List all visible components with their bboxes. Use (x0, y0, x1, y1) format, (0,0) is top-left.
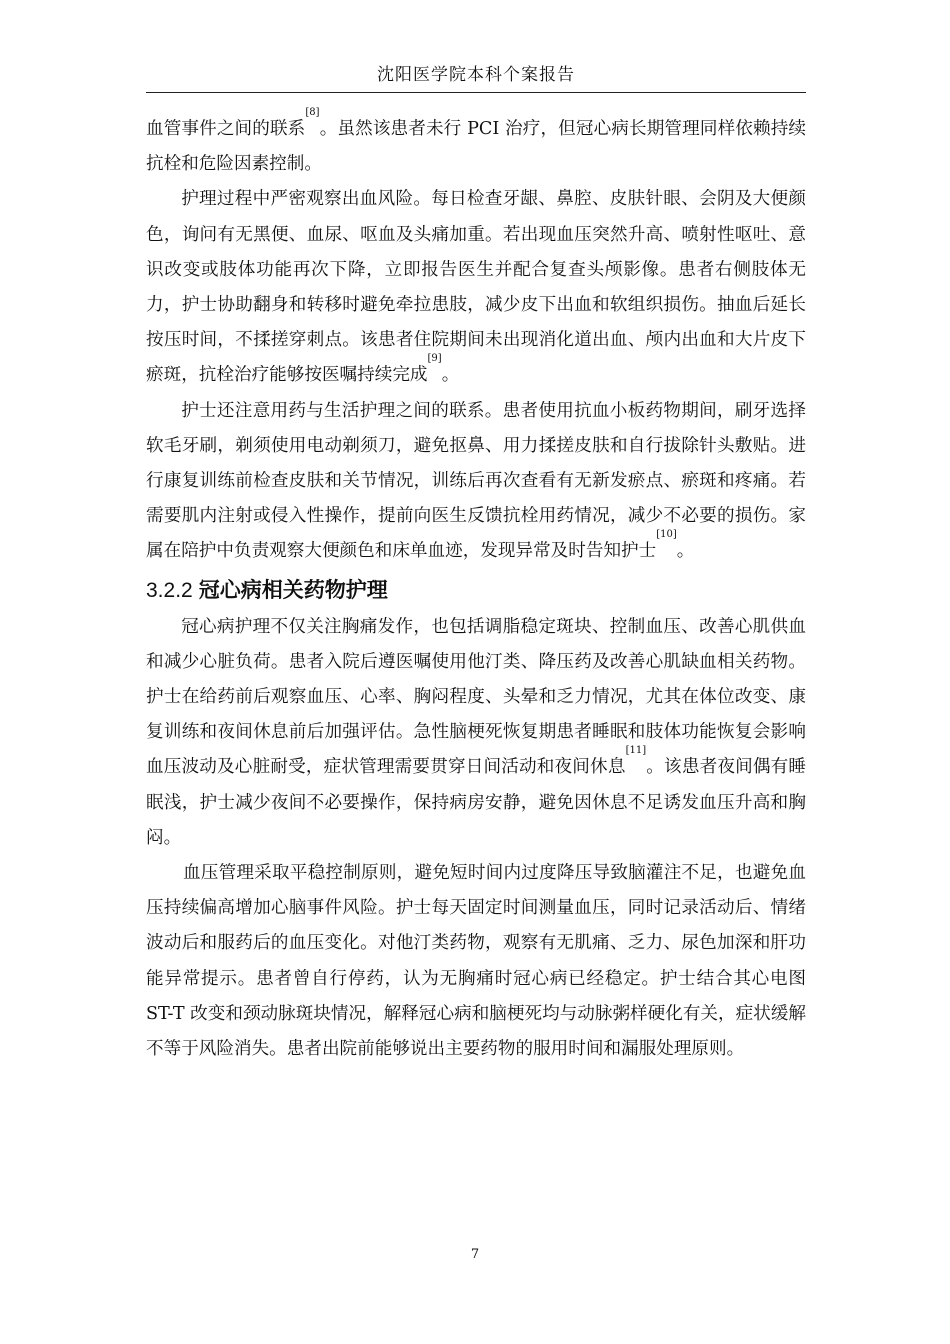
section-number: 3.2.2 (146, 578, 193, 602)
paragraph-text: 。 (676, 541, 695, 562)
page-number: 7 (470, 1247, 480, 1262)
paragraph-text: 血压管理采取平稳控制原则，避免短时间内过度降压导致脑灌注不足，也避免血压持续偏高增加心脑事件风险。护士每天固定时间测量血压，同时记录活动后、情绪波动后和服药后的血压变化。对他汀类药物，观察有无肌痛、乏力、尿色加深和肝功能异常提示。患者曾自行停药，认为无胸痛时冠心病已经稳定。护士结合其心电图 ST-T 改变和颈动脉斑块情况，解释冠心病和脑梗死均与动脉粥样硬化有关，症状缓解不等于风险消失。患者出院前能够说出主要药物的服用时间和漏服处理原则。 (146, 863, 806, 1060)
paragraph-text: 血管事件之间的联系 (146, 119, 306, 139)
page-footer (0, 1247, 950, 1262)
paragraph-chd-care (146, 610, 806, 856)
paragraph-text: 护士还注意用药与生活护理之间的联系。患者使用抗血小板药物期间，刷牙选择软毛牙刷，剃须使用电动剃须刀，避免抠鼻、用力揉搓皮肤和自行拔除针头敷贴。进行康复训练前检查皮肤和关节情况，训练后再次查看有无新发瘀点、瘀斑和疼痛。若需要肌内注射或侵入性操作，提前向医生反馈抗栓用药情况，减少不必要的损伤。家属在陪护中负责观察大便颜色和床单血迹，发现异常及时告知护士 (146, 400, 806, 562)
citation-ref: [9] (427, 353, 442, 365)
paragraph-medication-life-care (146, 394, 806, 570)
paragraph-blood-pressure (146, 856, 806, 1067)
citation-ref: [11] (625, 745, 647, 757)
citation-ref: [8] (305, 107, 320, 118)
paragraph-bleeding-risk (146, 182, 806, 393)
header-title: 沈阳医学院本科个案报告 (377, 65, 575, 85)
paragraph-text: 。该患者夜间偶有睡眠浅，护士减少夜间不必要操作，保持病房安静，避免因休息不足诱发血压升高和胸闷。 (146, 757, 806, 848)
paragraph-text: 。虽然该患者未行 PCI 治疗，但冠心病长期管理同样依赖持续抗栓和危险因素控制。 (146, 119, 806, 175)
citation-ref: [10] (656, 529, 677, 541)
paragraph-text: 。 (441, 365, 460, 386)
section-title: 冠心病相关药物护理 (198, 578, 388, 602)
report-body (146, 107, 806, 1067)
page-header (146, 60, 806, 93)
paragraph-text: 冠心病护理不仅关注胸痛发作，也包括调脂稳定斑块、控制血压、改善心肌供血和减少心脏负荷。患者入院后遵医嘱使用他汀类、降压药及改善心肌缺血相关药物。护士在给药前后观察血压、心率、胸闷程度、头晕和乏力情况，尤其在体位改变、康复训练和夜间休息前后加强评估。急性脑梗死恢复期患者睡眠和肢体功能恢复会影响血压波动及心脏耐受，症状管理需要贯穿日间活动和夜间休息 (146, 616, 806, 778)
paragraph-continuation (146, 107, 806, 182)
section-heading (146, 572, 806, 610)
paragraph-text: 护理过程中严密观察出血风险。每日检查牙龈、鼻腔、皮肤针眼、会阴及大便颜色，询问有无黑便、血尿、呕血及头痛加重。若出现血压突然升高、喷射性呕吐、意识改变或肢体功能再次下降，立即报告医生并配合复查头颅影像。患者右侧肢体无力，护士协助翻身和转移时避免牵拉患肢，减少皮下出血和软组织损伤。抽血后延长按压时间，不揉搓穿刺点。该患者住院期间未出现消化道出血、颅内出血和大片皮下瘀斑，抗栓治疗能够按医嘱持续完成 (146, 189, 806, 386)
